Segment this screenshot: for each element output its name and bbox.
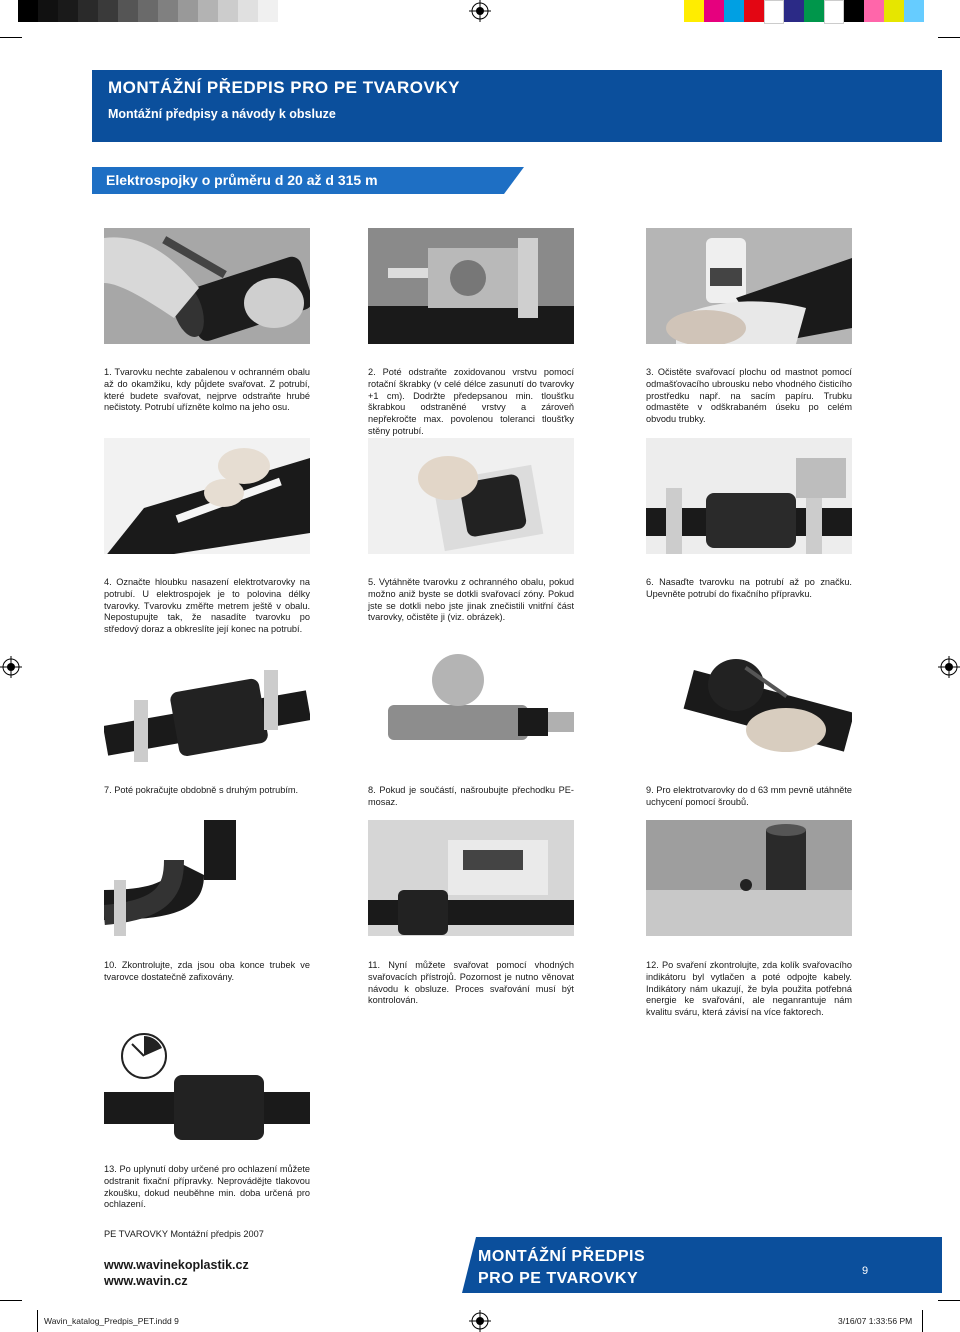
color-bar-grayscale bbox=[18, 0, 278, 22]
photo-step-7 bbox=[104, 650, 310, 766]
step-3-text: 3. Očistěte svařovací plochu od mastnot pomocí odmašťovacího ubrousku nebo vhodného čisticího prostředku např. na sacím papíru. Trubku odmastěte v odškrabaném úseku po celém obvodu trubky. bbox=[646, 367, 852, 425]
crop-mark bbox=[0, 1300, 22, 1301]
photo-step-8 bbox=[368, 650, 574, 766]
step-1-text: 1. Tvarovku nechte zabalenou v ochranném obalu až do okamžiku, kdy půjdete svařovat. Z potrubí, které budete svařovat, nejprve odstraňte hrubé nečistoty. Potrubí uřízněte kolmo na jeho osu. bbox=[104, 367, 310, 413]
footer-url-wavin[interactable]: www.wavin.cz bbox=[104, 1274, 188, 1288]
step-10-text: 10. Zkontrolujte, zda jsou oba konce trubek ve tvarovce dostatečně zafixovány. bbox=[104, 960, 310, 982]
photo-step-12 bbox=[646, 820, 852, 936]
crop-mark bbox=[938, 1300, 960, 1301]
registration-mark-icon bbox=[938, 656, 960, 678]
crop-mark bbox=[37, 1310, 38, 1332]
page-subtitle: Montážní předpisy a návody k obsluze bbox=[108, 107, 336, 121]
step-9-text: 9. Pro elektrotvarovky do d 63 mm pevně utáhněte uchycení pomocí šroubů. bbox=[646, 785, 852, 807]
step-5-text: 5. Vytáhněte tvarovku z ochranného obalu, pokud možno aniž byste se dotkli svařovací zóny. Pokud jste se dotkli nebo jste jinak znečistili vnitřní část tvarovky, očistěte ji (viz. obrázek). bbox=[368, 577, 574, 623]
step-12-text: 12. Po svaření zkontrolujte, zda kolík svařovacího indikátoru byl vytlačen a poté odpojte kabely. Indikátory nám ukazují, že byla použita potřebná energie ke svařování, ale neganrantuje nám kvalitu sváru, která závisí na více faktorech. bbox=[646, 960, 852, 1018]
crop-mark bbox=[938, 37, 960, 38]
photo-step-4 bbox=[104, 438, 310, 554]
step-2-text: 2. Poté odstraňte zoxidovanou vrstvu pomocí rotační škrabky (v celé délce zasunutí do tvarovky +1 cm). Dodržte předepsanou min. tloušťku škrabkou odstraněné vrstvy a zároveň nepřekročte max. povolenou toleranci tloušťky stěny potrubí. bbox=[368, 367, 574, 436]
footer-document-line: PE TVAROVKY Montážní předpis 2007 bbox=[104, 1229, 264, 1239]
step-7-text: 7. Poté pokračujte obdobně s druhým potrubím. bbox=[104, 785, 299, 795]
photo-step-5 bbox=[368, 438, 574, 554]
page-number: 9 bbox=[862, 1265, 869, 1277]
footer-title-line-1: MONTÁŽNÍ PŘEDPIS bbox=[478, 1248, 646, 1265]
photo-step-3 bbox=[646, 228, 852, 344]
page-title: MONTÁŽNÍ PŘEDPIS PRO PE TVAROVKY bbox=[108, 78, 460, 97]
registration-mark-icon bbox=[469, 1310, 491, 1332]
photo-step-10 bbox=[104, 820, 310, 936]
step-13-text: 13. Po uplynutí doby určené pro ochlazení můžete odstranit fixační přípravky. Neprovádějte tlakovou zkoušku, dokud neuběhne min. doba určená pro ochlazení. bbox=[104, 1164, 311, 1210]
slug-timestamp: 3/16/07 1:33:56 PM bbox=[838, 1316, 913, 1326]
footer-title-line-2: PRO PE TVAROVKY bbox=[478, 1270, 639, 1287]
color-bar-process bbox=[684, 0, 924, 22]
step-11-text: 11. Nyní můžete svařovat pomocí vhodných svařovacích přístrojů. Pozornost je nutno věnovat návodu k obsluze. Proces svařování musí být kontrolován. bbox=[368, 960, 574, 1006]
photo-step-13 bbox=[104, 1030, 310, 1146]
step-4-text: 4. Označte hloubku nasazení elektrotvarovky na potrubí. U elektrospojek je to polovina délky tvarovky. Tvarovku změřte metrem ještě v obalu. Nepostupujte tak, že nasadíte tvarovku po středový doraz a obkreslíte její konec na potrubí. bbox=[104, 577, 310, 635]
section-heading: Elektrospojky o průměru d 20 až d 315 m bbox=[106, 172, 378, 188]
crop-mark bbox=[0, 37, 22, 38]
photo-step-1 bbox=[104, 228, 310, 344]
photo-step-9 bbox=[646, 650, 852, 766]
photo-step-2 bbox=[368, 228, 574, 344]
slug-filename: Wavin_katalog_Predpis_PET.indd 9 bbox=[44, 1316, 179, 1326]
footer-title bbox=[478, 1246, 645, 1290]
crop-mark bbox=[922, 1310, 923, 1332]
step-6-text: 6. Nasaďte tvarovku na potrubí až po značku. Upevněte potrubí do fixačního přípravku. bbox=[646, 577, 852, 599]
step-8-text: 8. Pokud je součástí, našroubujte přechodku PE-mosaz. bbox=[368, 785, 574, 807]
footer-url-wavinekoplastik[interactable]: www.wavinekoplastik.cz bbox=[104, 1258, 249, 1272]
photo-step-11 bbox=[368, 820, 574, 936]
registration-mark-icon bbox=[469, 0, 491, 22]
registration-mark-icon bbox=[0, 656, 22, 678]
photo-step-6 bbox=[646, 438, 852, 554]
